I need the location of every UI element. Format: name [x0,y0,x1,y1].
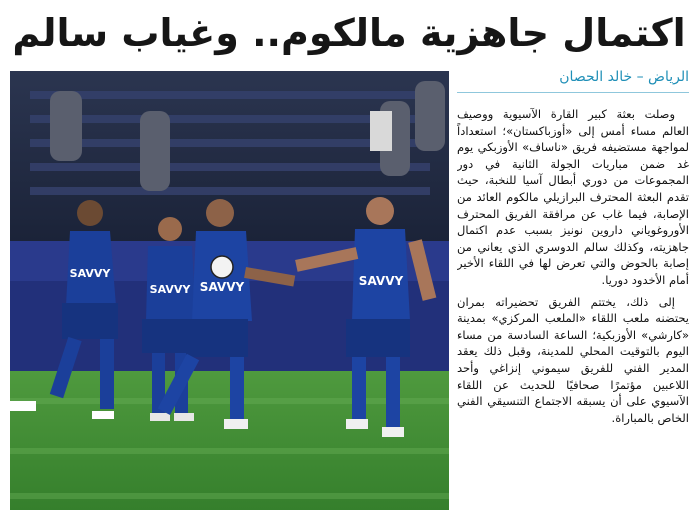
byline: الرياض – خالد الحصان [457,66,689,93]
article-body [457,106,689,512]
article-paragraph-2: إلى ذلك، يختتم الفريق تحضيراته بمران يحتضنه ملعب اللقاء «الملعب المركزي» بمدينة «كارشي» الأوزبكية؛ الساعة السادسة من مساء اليوم بالتوقيت المحلي للمدينة، وقبل ذلك يعقد المدير الفني للفريق سيموني إنزاغي وأحد اللاعبين مؤتمرًا صحافيًا للحديث عن اللقاء الآسيوي على أن يسبقه الاجتماع التنسيقي الفني الخاص بالمباراة. [457,294,689,425]
jersey-sponsor-2: SAVVY [149,283,191,296]
jersey-sponsor-1: SAVVY [69,267,111,280]
jersey-sponsor-3: SAVVY [199,280,245,294]
match-photo [10,71,449,510]
jersey-sponsor-4: SAVVY [358,274,404,288]
article-paragraph-1: وصلت بعثة كبير القارة الآسيوية ووصيف العالم مساء أمس إلى «أوزباكستان»؛ استعداداً لمواجهة مستضيفه فريق «ناساف» الأوزبكي يوم غد ضمن مباريات الجولة الثانية في دور المجموعات من دوري أبطال آسيا للنخبة، حيث تقدم البعثة المحترف البرازيلي مالكوم العائد من الإصابة، فيما غاب عن مرافقة الفريق المحترف الأوروغوياني داروين نونيز بسبب عدم اكتمال جاهزيته، وكذلك سالم الدوسري الذي يعاني من إصابة بالحوض والتي تعرض لها في اللقاء الأخير أمام الأخدود دوريا. [457,107,689,287]
headline: اكتمال جاهزية مالكوم.. وغياب سالم [12,11,686,55]
